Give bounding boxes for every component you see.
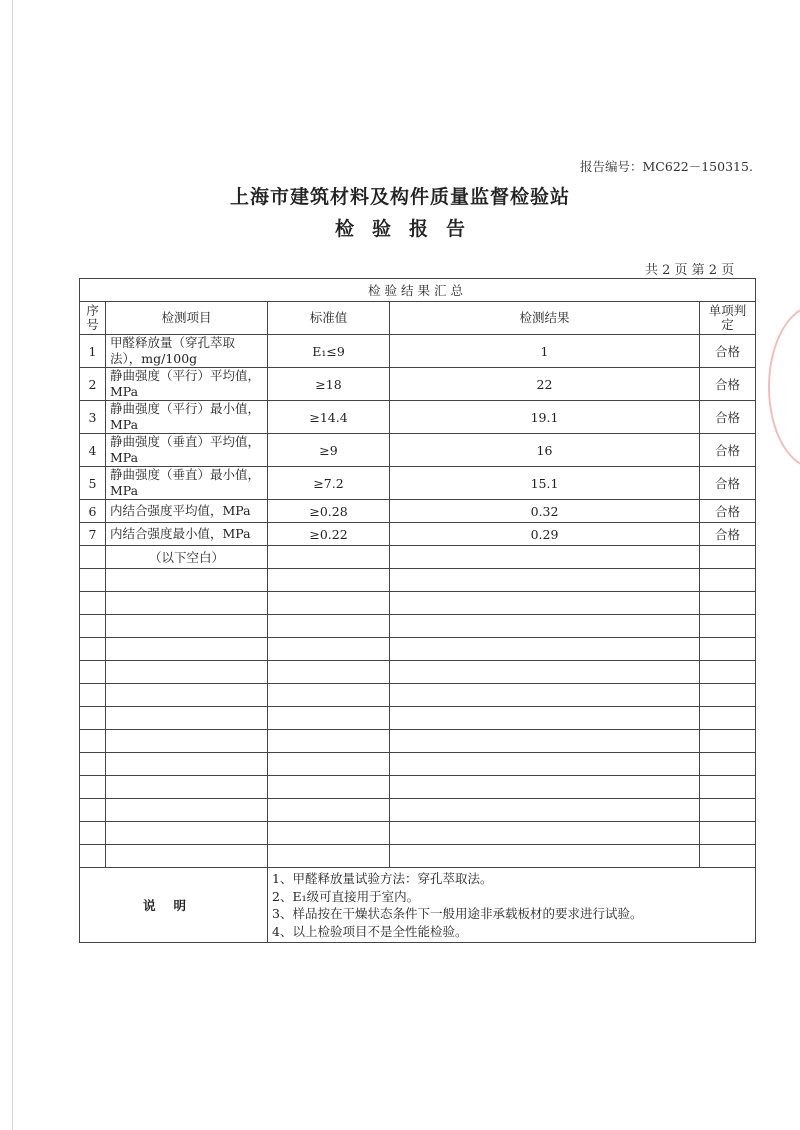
blank-cell-item — [106, 638, 268, 661]
row-number: 5 — [80, 467, 106, 500]
test-item: 静曲强度（平行）平均值，MPa — [106, 368, 268, 401]
blank-cell-result — [390, 569, 700, 592]
page-edge-line — [12, 0, 13, 1130]
blank-cell-item — [106, 661, 268, 684]
blank-cell-judgement — [700, 799, 756, 822]
blank-cell-judgement — [700, 684, 756, 707]
blank-cell-result — [390, 753, 700, 776]
blank-cell-judgement — [700, 753, 756, 776]
blank-cell-item — [106, 592, 268, 615]
blank-cell-no — [80, 845, 106, 868]
organization-title: 上海市建筑材料及构件质量监督检验站 — [229, 186, 570, 208]
blank-cell-standard — [268, 730, 390, 753]
table-row — [80, 467, 756, 500]
blank-row — [80, 684, 756, 707]
blank-cell-item — [106, 799, 268, 822]
blank-cell-standard — [268, 845, 390, 868]
header-no: 序号 — [80, 302, 106, 335]
row-number: 6 — [80, 500, 106, 523]
blank-cell-standard — [268, 707, 390, 730]
blank-cell-standard — [268, 638, 390, 661]
header-row — [80, 302, 756, 335]
test-result: 16 — [390, 434, 700, 467]
test-item: 内结合强度最小值，MPa — [106, 523, 268, 546]
standard-value: ≥7.2 — [268, 467, 390, 500]
blank-cell-no — [80, 707, 106, 730]
blank-row — [80, 822, 756, 845]
blank-cell-item — [106, 753, 268, 776]
standard-value: ≥0.22 — [268, 523, 390, 546]
test-result: 22 — [390, 368, 700, 401]
row-number: 2 — [80, 368, 106, 401]
blank-cell-standard — [268, 776, 390, 799]
blank-row — [80, 592, 756, 615]
test-result: 0.29 — [390, 523, 700, 546]
blank-cell-item — [106, 730, 268, 753]
blank-cell-no — [80, 753, 106, 776]
standard-value: ≥0.28 — [268, 500, 390, 523]
table-row — [80, 500, 756, 523]
table-row — [80, 434, 756, 467]
blank-cell-item — [106, 615, 268, 638]
judgement: 合格 — [700, 434, 756, 467]
judgement: 合格 — [700, 368, 756, 401]
blank-cell-no — [80, 822, 106, 845]
notes-cell — [268, 868, 756, 943]
blank-cell-item — [106, 845, 268, 868]
blank-cell-result — [390, 615, 700, 638]
summary-title: 检验结果汇总 — [80, 279, 756, 302]
blank-cell-standard — [268, 615, 390, 638]
blank-cell-no — [80, 638, 106, 661]
note-line: 1、甲醛释放量试验方法：穿孔萃取法。 — [272, 871, 493, 886]
blank-cell-judgement — [700, 707, 756, 730]
row-number: 7 — [80, 523, 106, 546]
blank-cell-result — [390, 638, 700, 661]
test-item: 甲醛释放量（穿孔萃取法），mg/100g — [106, 335, 268, 368]
blank-cell-item — [106, 776, 268, 799]
blank-cell-no — [80, 661, 106, 684]
blank-row — [80, 661, 756, 684]
header-standard: 标准值 — [268, 302, 390, 335]
blank-row — [80, 799, 756, 822]
blank-row — [80, 776, 756, 799]
note-line: 2、E₁级可直接用于室内。 — [272, 888, 420, 904]
report-number: 报告编号：MC622－150315. — [580, 159, 753, 174]
row-number: 3 — [80, 401, 106, 434]
table-row — [80, 335, 756, 368]
standard-value: ≥18 — [268, 368, 390, 401]
blank-row — [80, 569, 756, 592]
blank-cell-no — [80, 776, 106, 799]
blank-cell-result — [390, 845, 700, 868]
blank-cell-judgement — [700, 546, 756, 569]
blank-cell-judgement — [700, 845, 756, 868]
header-result: 检测结果 — [390, 302, 700, 335]
blank-cell-no — [80, 569, 106, 592]
blank-cell-result — [390, 661, 700, 684]
blank-cell-no — [80, 799, 106, 822]
blank-cell-item — [106, 707, 268, 730]
blank-row — [80, 707, 756, 730]
blank-cell-result — [390, 684, 700, 707]
blank-cell-standard — [268, 546, 390, 569]
judgement: 合格 — [700, 500, 756, 523]
blank-cell-judgement — [700, 661, 756, 684]
blank-cell-judgement — [700, 638, 756, 661]
blank-cell-item — [106, 569, 268, 592]
document-title: 检验报告 — [334, 218, 483, 240]
blank-cell-result — [390, 776, 700, 799]
test-item: 静曲强度（平行）最小值，MPa — [106, 401, 268, 434]
blank-cell-judgement — [700, 776, 756, 799]
test-result: 1 — [390, 335, 700, 368]
note-line: 3、样品按在干燥状态条件下一般用途非承载板材的要求进行试验。 — [272, 906, 643, 921]
test-result: 19.1 — [390, 401, 700, 434]
header-judgement: 单项判定 — [700, 302, 756, 335]
test-item: 内结合强度平均值，MPa — [106, 500, 268, 523]
row-number: 1 — [80, 335, 106, 368]
judgement: 合格 — [700, 401, 756, 434]
blank-cell-result — [390, 707, 700, 730]
standard-value: E₁≤9 — [268, 335, 390, 368]
blank-cell-judgement — [700, 615, 756, 638]
blank-cell-result — [390, 822, 700, 845]
blank-cell-standard — [268, 592, 390, 615]
table-row — [80, 368, 756, 401]
blank-cell-standard — [268, 753, 390, 776]
blank-cell-result — [390, 799, 700, 822]
judgement: 合格 — [700, 335, 756, 368]
blank-row — [80, 615, 756, 638]
blank-cell-no — [80, 546, 106, 569]
blank-row — [80, 546, 756, 569]
table-row — [80, 401, 756, 434]
judgement: 合格 — [700, 467, 756, 500]
blank-cell-item — [106, 822, 268, 845]
note-line: 4、以上检验项目不是全性能检验。 — [272, 923, 468, 939]
blank-cell-result — [390, 592, 700, 615]
test-result: 0.32 — [390, 500, 700, 523]
judgement: 合格 — [700, 523, 756, 546]
test-item: 静曲强度（垂直）最小值，MPa — [106, 467, 268, 500]
blank-cell-judgement — [700, 730, 756, 753]
notes-row — [80, 868, 756, 943]
test-item: 静曲强度（垂直）平均值，MPa — [106, 434, 268, 467]
blank-row — [80, 730, 756, 753]
blank-row — [80, 753, 756, 776]
standard-value: ≥14.4 — [268, 401, 390, 434]
header-item: 检测项目 — [106, 302, 268, 335]
notes-label: 说明 — [80, 868, 268, 943]
row-number: 4 — [80, 434, 106, 467]
red-stamp-seal — [768, 305, 800, 469]
blank-cell-standard — [268, 569, 390, 592]
blank-cell-standard — [268, 822, 390, 845]
blank-row — [80, 638, 756, 661]
blank-cell-no — [80, 684, 106, 707]
page-count: 共 2 页 第 2 页 — [645, 263, 735, 278]
blank-marker: （以下空白） — [106, 546, 268, 569]
test-result: 15.1 — [390, 467, 700, 500]
blank-cell-standard — [268, 661, 390, 684]
blank-cell-result — [390, 730, 700, 753]
blank-cell-judgement — [700, 569, 756, 592]
blank-row — [80, 845, 756, 868]
blank-cell-judgement — [700, 592, 756, 615]
blank-cell-judgement — [700, 822, 756, 845]
blank-cell-no — [80, 592, 106, 615]
standard-value: ≥9 — [268, 434, 390, 467]
blank-cell-standard — [268, 799, 390, 822]
blank-cell-standard — [268, 684, 390, 707]
blank-cell-result — [390, 546, 700, 569]
results-table — [79, 278, 756, 943]
blank-cell-no — [80, 615, 106, 638]
table-row — [80, 523, 756, 546]
blank-cell-no — [80, 730, 106, 753]
blank-cell-item — [106, 684, 268, 707]
